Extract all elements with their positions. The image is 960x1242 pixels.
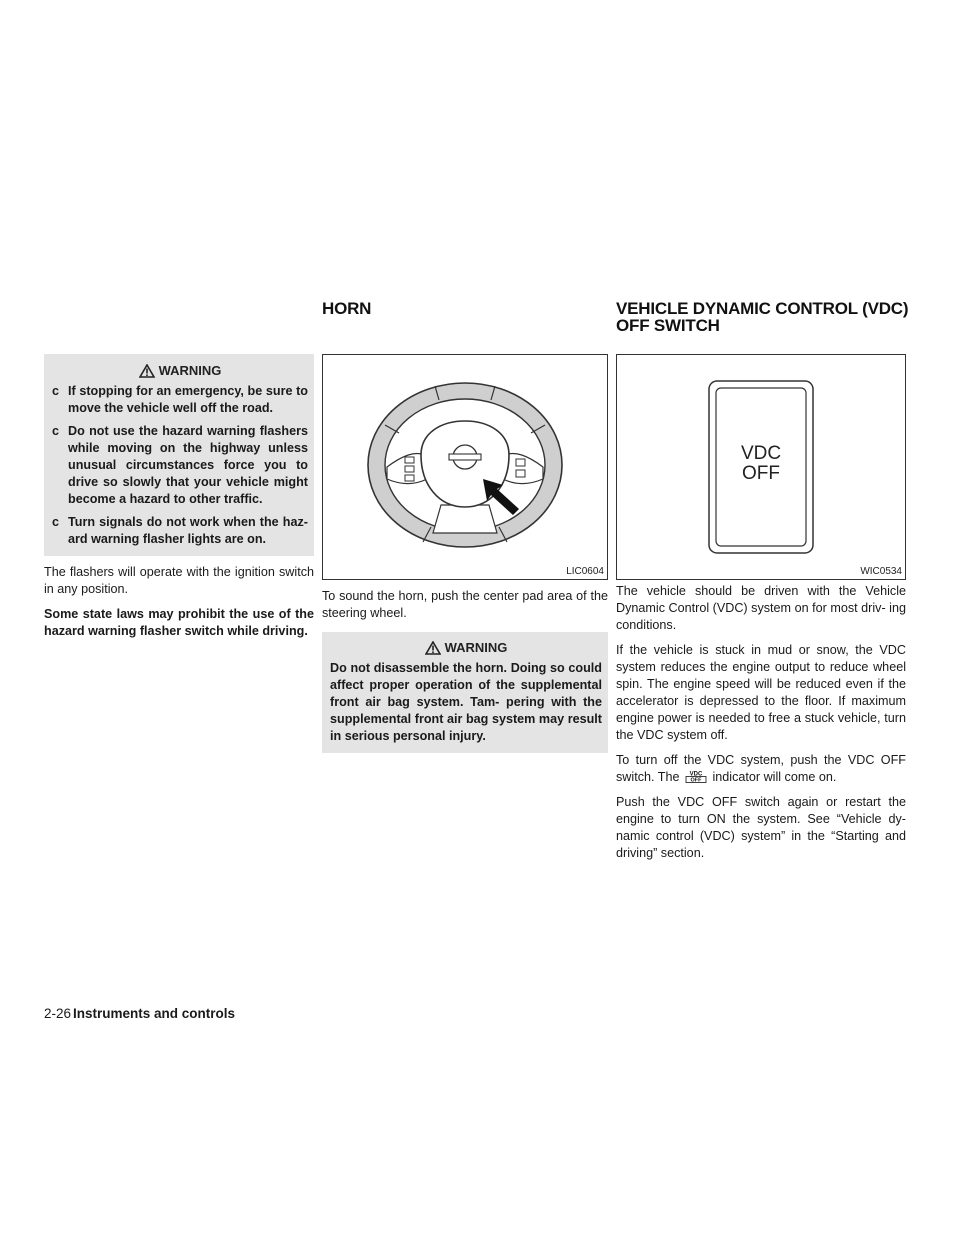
bullet-text: If stopping for an emergency, be sure to move the vehicle well off the road. <box>68 384 308 415</box>
warning-title <box>330 640 602 655</box>
vdc-switch-label-line1: VDC <box>740 443 782 464</box>
column-horn <box>322 354 608 753</box>
hazard-law-paragraph: Some state laws may prohibit the use of the hazard warning flasher switch while driving. <box>44 607 314 638</box>
horn-warning-text: Do not disassemble the horn. Doing so could affect proper operation of the supplemental front air bag system. Tam- pering with the supplemental front air bag system may result in serious personal injury. <box>330 661 602 743</box>
vdc-switch-label-line2: OFF <box>742 463 780 484</box>
warning-triangle-icon <box>139 364 155 378</box>
page-number: 2-26 <box>44 1006 72 1021</box>
vdc-paragraph-3-start: To turn off the VDC system, push the VDC OFF switch. The <box>616 753 906 784</box>
section-name: Instruments and controls <box>73 1006 236 1021</box>
horn-heading: HORN <box>322 299 372 318</box>
warning-bullet <box>52 423 308 508</box>
warning-box-hazard <box>44 354 314 556</box>
bullet-mark: c <box>52 515 60 529</box>
warning-triangle-icon <box>425 641 441 655</box>
vdc-paragraph-2: If the vehicle is stuck in mud or snow, the VDC system reduces the engine output to reduce wheel spin. The engine speed will be reduced even if the accelerator is depressed to the floor. If maximum engine power is needed to free a stuck vehicle, turn the VDC system off. <box>616 643 906 742</box>
figure-code: WIC0534 <box>860 566 902 577</box>
warning-title <box>52 363 308 378</box>
bullet-text: Do not use the hazard warning flashers while moving on the highway unless unusual circumstances force you to drive so slowly that your vehicle might become a hazard to other traffic. <box>68 424 308 506</box>
vdc-paragraph-4: Push the VDC OFF switch again or restart the engine to turn ON the system. See “Vehicle dy- namic control (VDC) system” in the “Starting and driving” section. <box>616 795 906 860</box>
vdc-paragraph-3 <box>616 752 906 786</box>
warning-box-horn <box>322 632 608 753</box>
page-footer <box>44 1006 235 1021</box>
vdc-switch-figure <box>616 354 906 580</box>
warning-bullet <box>52 514 308 548</box>
horn-paragraph: To sound the horn, push the center pad area of the steering wheel. <box>322 589 608 620</box>
hazard-paragraph: The flashers will operate with the ignition switch in any position. <box>44 565 314 596</box>
bullet-mark: c <box>52 424 60 438</box>
steering-wheel-illustration <box>323 355 607 579</box>
bullet-mark: c <box>52 384 60 398</box>
steering-wheel-figure <box>322 354 608 580</box>
warning-bullet <box>52 383 308 417</box>
vdc-paragraph-1: The vehicle should be driven with the Vehicle Dynamic Control (VDC) system on for most driv- ing conditions. <box>616 584 906 632</box>
vdc-icon-text-2: OFF <box>690 777 702 783</box>
warning-bullet-list <box>52 383 308 548</box>
vdc-heading-line1: VEHICLE DYNAMIC CONTROL (VDC) <box>616 299 909 318</box>
vdc-heading-line2: OFF SWITCH <box>616 316 720 335</box>
vdc-heading <box>616 300 916 334</box>
figure-code: LIC0604 <box>566 566 604 577</box>
vdc-icon-text-1: VDC <box>689 771 703 778</box>
warning-title-label: WARNING <box>444 640 508 655</box>
vdc-paragraph-3-end: indicator will come on. <box>712 770 837 784</box>
warning-title-label: WARNING <box>158 363 222 378</box>
bullet-text: Turn signals do not work when the haz- ard warning flasher lights are on. <box>68 515 308 546</box>
column-hazard <box>44 354 314 640</box>
vdc-off-indicator-icon <box>685 770 707 783</box>
column-vdc <box>616 354 906 862</box>
